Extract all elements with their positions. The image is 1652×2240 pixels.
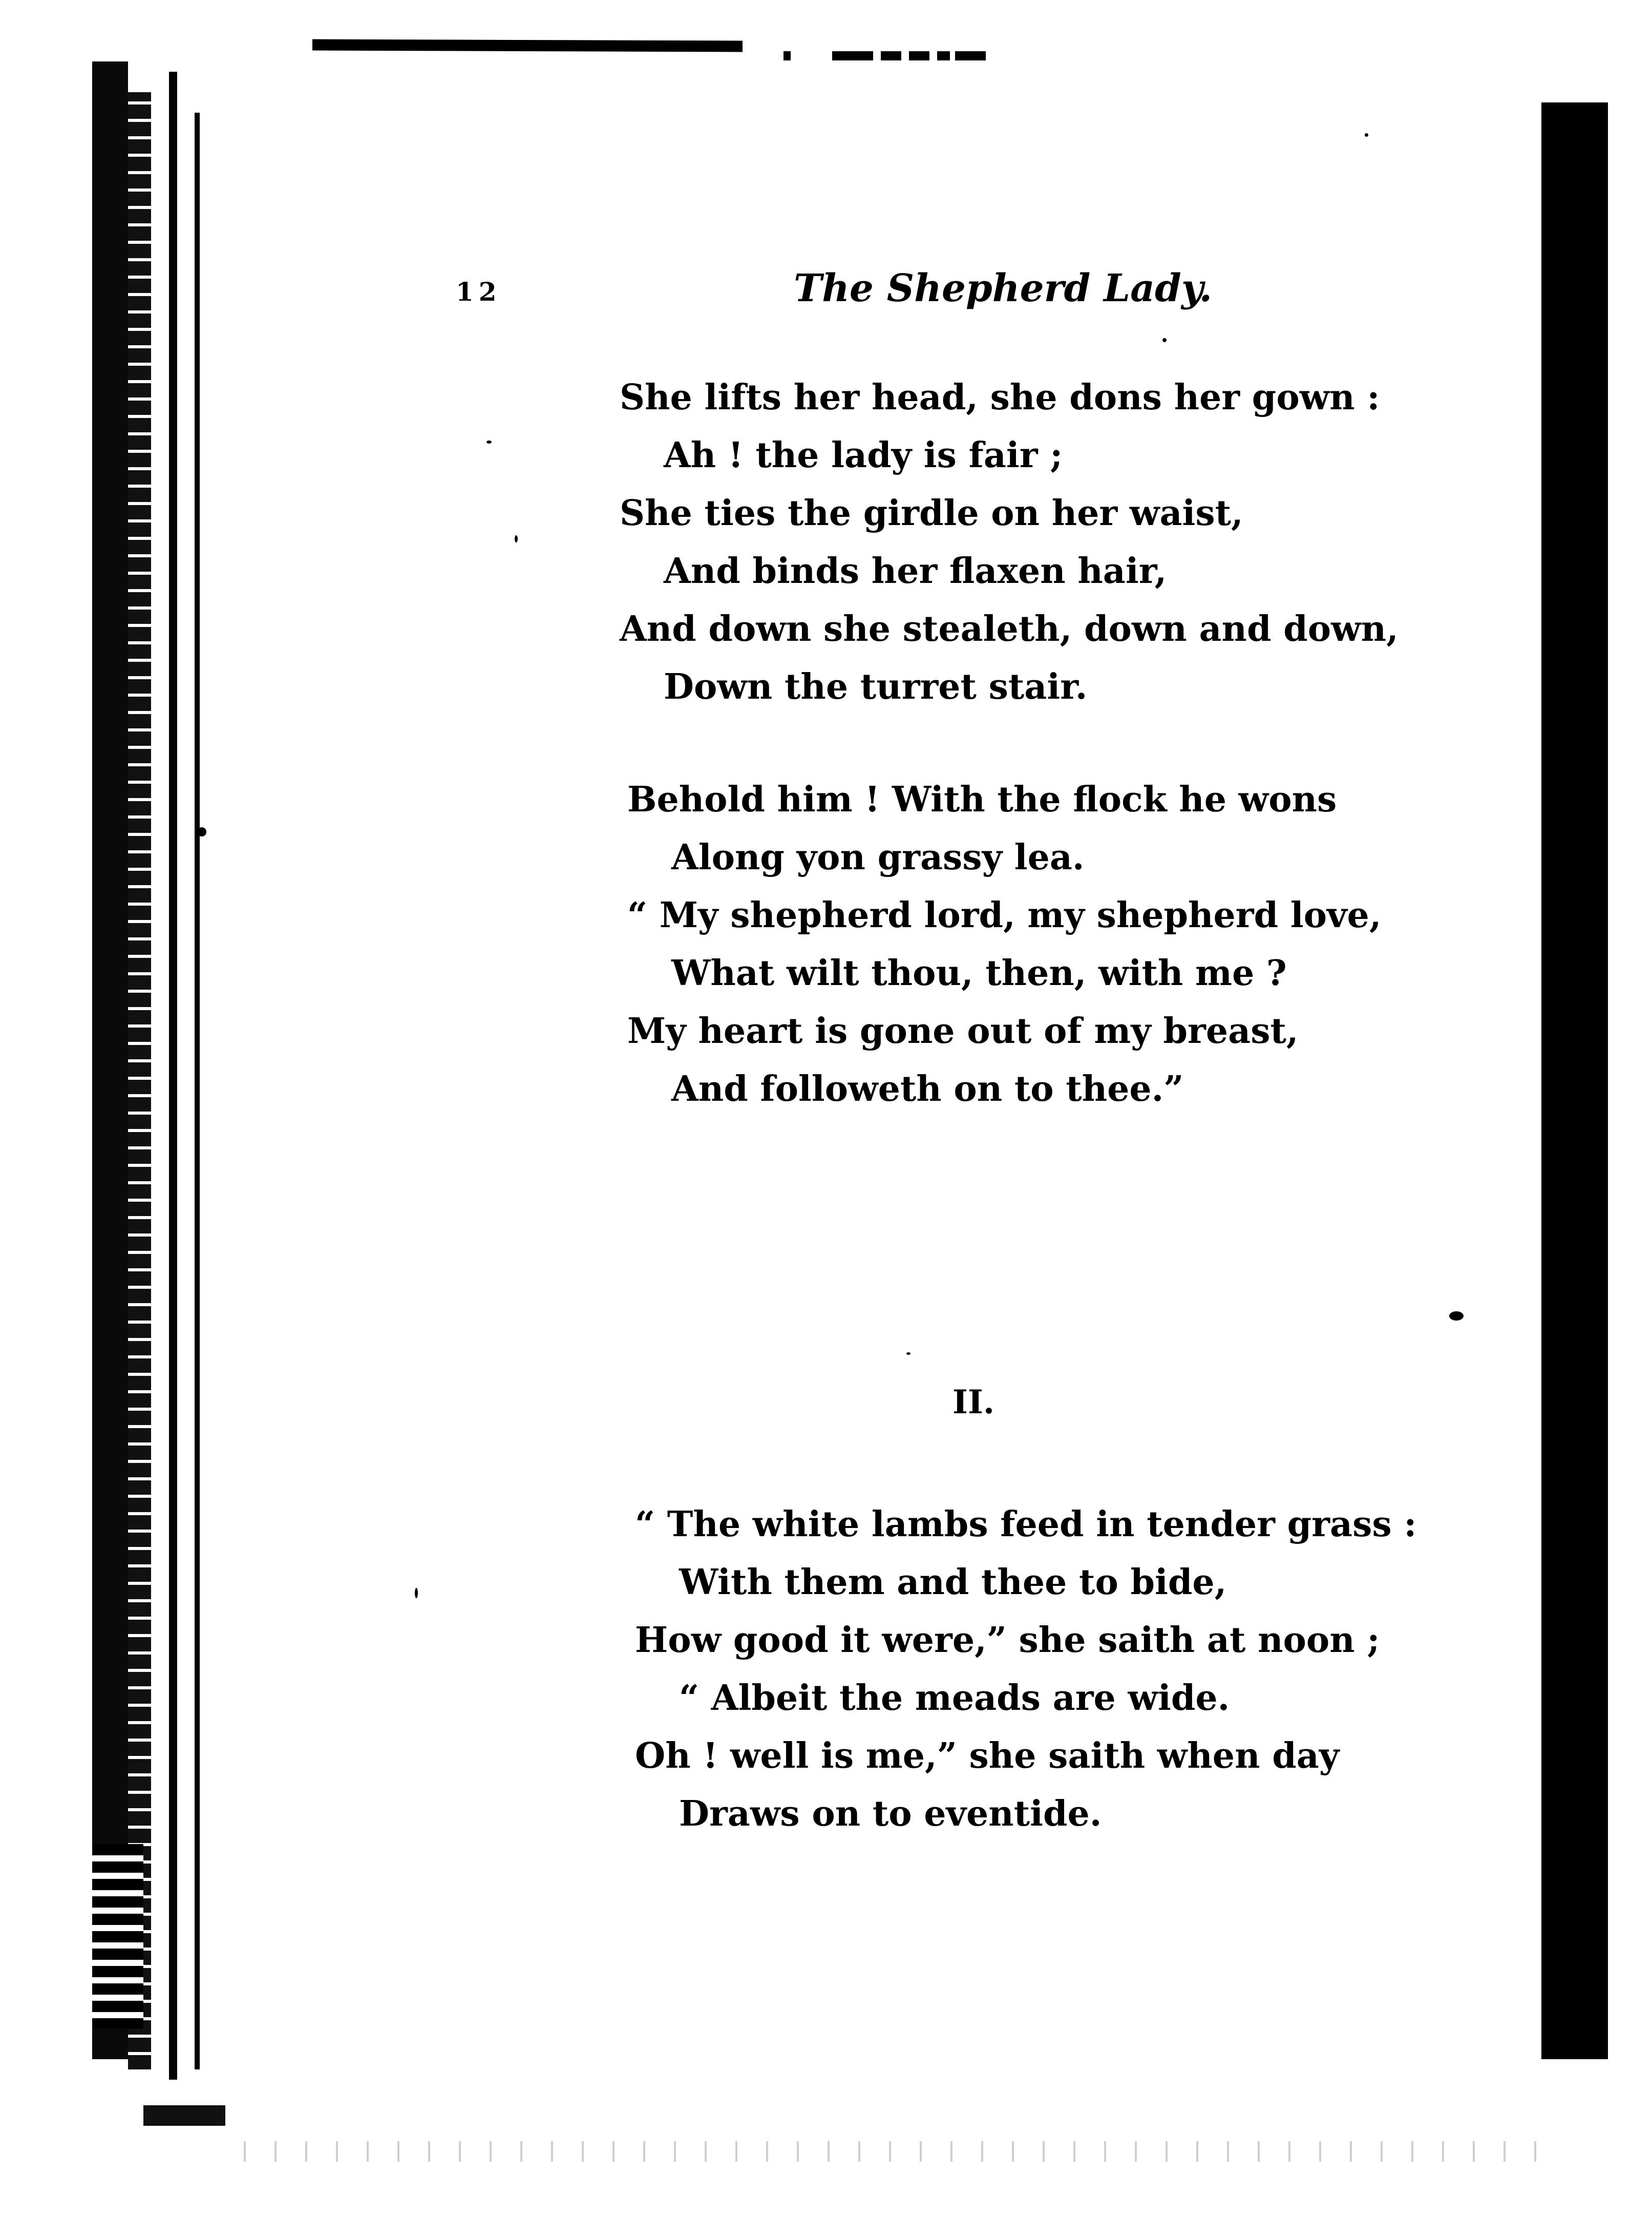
top-edge-mark [832, 51, 873, 60]
verse-line: How good it were,” she saith at noon ; [635, 1620, 1380, 1661]
spine-edge-line [169, 72, 177, 2080]
verse-line: What wilt thou, then, with me ? [671, 953, 1287, 994]
ink-speck [1449, 1311, 1464, 1321]
stanza [635, 1496, 1416, 1843]
ink-speck [1162, 338, 1167, 342]
right-edge-shadow [1541, 102, 1608, 2059]
section-number: II. [952, 1383, 995, 1421]
stanza [627, 771, 1382, 1118]
verse-line: Ah ! the lady is fair ; [664, 435, 1063, 476]
verse-line: She lifts her head, she dons her gown : [620, 377, 1380, 418]
top-edge-mark [955, 51, 986, 60]
verse-line: And followeth on to thee.” [671, 1069, 1184, 1109]
verse-line: Oh ! well is me,” she saith when day [635, 1735, 1340, 1776]
verse-line: “ My shepherd lord, my shepherd love, [627, 895, 1382, 936]
verse-line: Along yon grassy lea. [671, 837, 1085, 878]
verse-line: And binds her flaxen hair, [664, 551, 1167, 592]
verse-line: Behold him ! With the flock he wons [627, 779, 1337, 820]
ink-speck [197, 827, 206, 836]
spine-edge-line [195, 113, 200, 2069]
verse-line: “ The white lambs feed in tender grass : [635, 1504, 1417, 1545]
verse-line: “ Albeit the meads are wide. [679, 1678, 1230, 1719]
spine-shadow [92, 61, 128, 2059]
top-edge-mark [783, 51, 791, 60]
top-edge-mark [881, 51, 901, 60]
verse-line: My heart is gone out of my breast, [627, 1011, 1299, 1052]
ink-speck [1365, 133, 1368, 137]
top-edge-mark [937, 51, 950, 60]
page-number: 12 [456, 277, 502, 307]
verse-line: Down the turret stair. [664, 666, 1088, 707]
verse-line: She ties the girdle on her waist, [620, 493, 1243, 534]
stanza [620, 369, 1399, 716]
verse-line: With them and thee to bide, [679, 1562, 1227, 1603]
verse-line: And down she stealeth, down and down, [620, 609, 1399, 650]
spine-bottom-edge [143, 2105, 225, 2126]
top-edge-shadow [312, 39, 743, 52]
ink-speck [415, 1588, 418, 1598]
ink-speck [515, 535, 518, 542]
verse-line: Draws on to eventide. [679, 1793, 1102, 1834]
spine-texture [128, 92, 151, 2069]
running-head: The Shepherd Lady. [794, 266, 1213, 310]
spine-stripes [92, 1844, 143, 2028]
ink-speck [906, 1352, 910, 1355]
bottom-edge-noise [230, 2141, 1536, 2162]
ink-speck [486, 441, 492, 444]
top-edge-mark [909, 51, 929, 60]
